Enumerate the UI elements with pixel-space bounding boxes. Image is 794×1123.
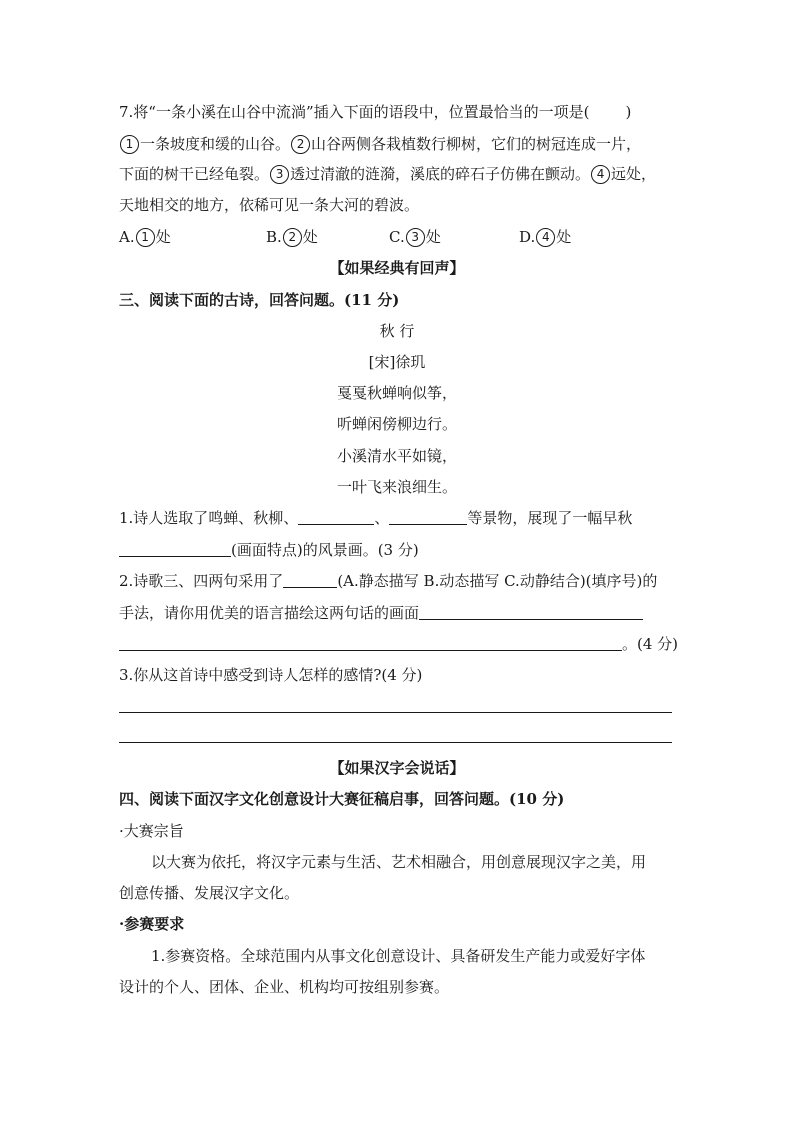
requirements-paragraph-line-1: 1.参赛资格。全球范围内从事文化创意设计、具备研发生产能力或爱好字体 (151, 947, 646, 965)
q7-passage-line-2: 下面的树干已经龟裂。 3 透过清澈的涟漪，溪底的碎石子仿佛在颤动。 4 远处， (119, 165, 657, 183)
question-1-line-1: 1.诗人选取了鸣蝉、秋柳、 、 等景物，展现了一幅早秋 (119, 509, 633, 527)
poem-author: [宋]徐玑 (368, 353, 426, 371)
purpose-paragraph-line-2: 创意传播、发展汉字文化。 (119, 884, 300, 902)
poem-line-2: 听蝉闲傍柳边行。 (336, 415, 457, 433)
circled-number-1: 1 (136, 228, 155, 247)
section3-title: 三、阅读下面的古诗，回答问题。(11 分) (119, 291, 400, 309)
circled-number-1: 1 (120, 135, 139, 154)
circled-number-3: 3 (270, 165, 289, 184)
answer-blank[interactable] (389, 509, 467, 525)
q7-option-b: B. 2 处 (266, 228, 318, 246)
answer-blank[interactable] (298, 509, 374, 525)
question-3: 3.你从这首诗中感受到诗人怎样的感情?(4 分) (119, 666, 423, 684)
section4-title: 四、阅读下面汉字文化创意设计大赛征稿启事，回答问题。(10 分) (119, 790, 565, 808)
section3-heading: 【如果经典有回声】 (329, 259, 465, 277)
poem-line-1: 戛戛秋蝉响似筝， (336, 384, 457, 402)
section4-heading: 【如果汉字会说话】 (329, 759, 465, 777)
q7-passage-line-3: 天地相交的地方，依稀可见一条大河的碧波。 (119, 196, 420, 214)
q7-stem (119, 102, 631, 122)
q7-option-c: C. 3 处 (389, 228, 441, 246)
poem-line-3: 小溪清水平如镜， (336, 447, 457, 465)
question-2-line-2: 手法，请你用优美的语言描绘这两句话的画面 (119, 603, 643, 623)
answer-line[interactable] (119, 742, 672, 743)
poem-line-4: 一叶飞来浪细生。 (336, 478, 457, 496)
q7-suffix: ) (625, 103, 632, 121)
question-2-line-1: 2.诗歌三、四两句采用了 (A.静态描写 B.动态描写 C.动静结合)(填序号)的 (119, 572, 658, 590)
circled-number-3: 3 (406, 228, 425, 247)
answer-blank[interactable] (119, 541, 231, 557)
circled-number-2: 2 (291, 135, 310, 154)
answer-blank[interactable] (119, 635, 622, 651)
question-1-line-2: (画面特点)的风景画。(3 分) (119, 540, 419, 560)
circled-number-2: 2 (283, 228, 302, 247)
answer-blank[interactable] (283, 572, 337, 588)
circled-number-4: 4 (591, 165, 610, 184)
requirements-paragraph-line-2: 设计的个人、团体、企业、机构均可按组别参赛。 (119, 978, 450, 996)
answer-line[interactable] (119, 712, 672, 713)
purpose-paragraph-line-1: 以大赛为依托，将汉字元素与生活、艺术相融合，用创意展现汉字之美，用 (151, 853, 647, 871)
q7-passage-line-1: 1 一条坡度和缓的山谷。 2 山谷两侧各栽植数行柳树，它们的树冠连成一片， (119, 134, 641, 154)
poem-title: 秋 行 (379, 322, 415, 340)
subheading-requirements: ·参赛要求 (119, 915, 185, 933)
circled-number-4: 4 (536, 228, 555, 247)
question-2-line-3: 。(4 分) (119, 634, 678, 654)
subheading-purpose: ·大赛宗旨 (119, 822, 184, 840)
answer-blank[interactable] (419, 604, 643, 620)
q7-option-d: D. 4 处 (519, 228, 572, 246)
q7-option-a: A. 1 处 (119, 228, 171, 246)
q7-prefix: 7.将“一条小溪在山谷中流淌”插入下面的语段中，位置最恰当的一项是( (119, 103, 590, 121)
